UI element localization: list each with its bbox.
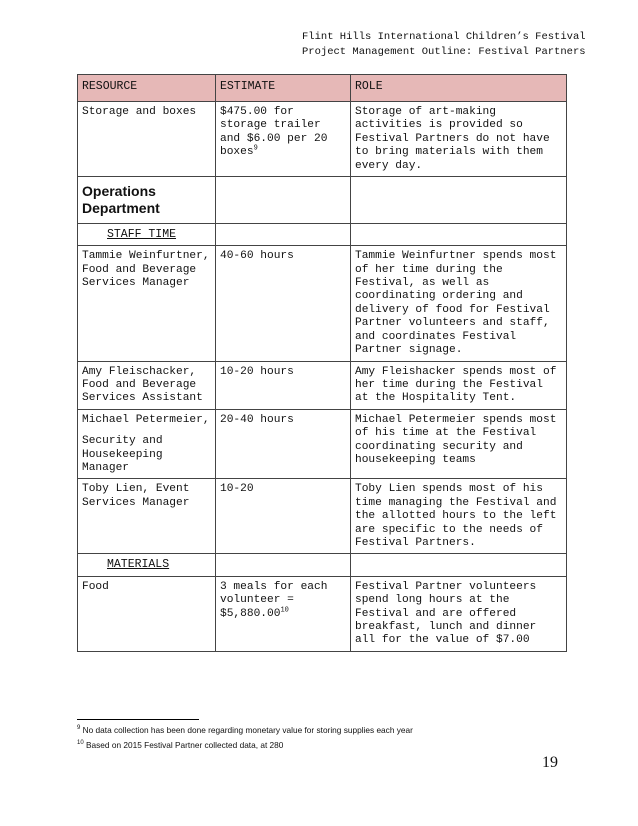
resource-cell: Storage and boxes [78, 102, 216, 177]
header-festival-title: Flint Hills International Children’s Festival [302, 31, 586, 43]
table-row [78, 409, 567, 479]
header-outline-title: Project Management Outline: Festival Partners [302, 46, 586, 58]
footnote-mark: 10 [77, 740, 84, 747]
resource-cell: Tammie Weinfurtner, Food and Beverage Services Manager [78, 246, 216, 361]
resource-cell: Food [78, 576, 216, 651]
footnote-text: Based on 2015 Festival Partner collected data, at 280 [83, 740, 284, 750]
footnote-text: No data collection has been done regarding monetary value for storing supplies each year [80, 725, 413, 735]
resource-name: Michael Petermeier, [82, 413, 210, 426]
footnote-ref: 9 [253, 144, 258, 153]
role-cell: Festival Partner volunteers spend long hours at the Festival and are offered breakfast, lunch and dinner all for the value of $7.00 [351, 576, 567, 651]
estimate-cell [216, 576, 351, 651]
estimate-cell: 40-60 hours [216, 246, 351, 361]
estimate-cell: 20-40 hours [216, 409, 351, 479]
estimate-text: 3 meals for each volunteer = $5,880.00 [220, 580, 328, 620]
footnote [77, 725, 413, 736]
table-row [78, 479, 567, 554]
estimate-cell: 10-20 [216, 479, 351, 554]
footnote [77, 740, 283, 751]
estimate-cell [216, 102, 351, 177]
column-header-estimate: ESTIMATE [216, 75, 351, 102]
page-number: 19 [542, 754, 558, 771]
resource-cell: Amy Fleischacker, Food and Beverage Services Assistant [78, 361, 216, 409]
role-cell: Tammie Weinfurtner spends most of her time during the Festival, as well as coordinating ordering and delivery of food for Festival Partner volunteers and staff, and coordinates Festival Partner signage. [351, 246, 567, 361]
column-header-resource: RESOURCE [78, 75, 216, 102]
resource-table [77, 74, 567, 652]
resource-cell [78, 409, 216, 479]
role-cell: Storage of art-making activities is provided so Festival Partners do not have to bring materials with them every day. [351, 102, 567, 177]
table-row [78, 361, 567, 409]
table-row [78, 246, 567, 361]
role-cell: Michael Petermeier spends most of his time at the Festival coordinating security and housekeeping teams [351, 409, 567, 479]
table-row [78, 102, 567, 177]
footnote-ref: 10 [280, 605, 289, 614]
estimate-text: $475.00 for storage trailer and $6.00 per 20 boxes [220, 106, 328, 159]
section-label-staff-time: STAFF TIME [107, 227, 177, 241]
table-row [78, 576, 567, 651]
page-header [302, 30, 586, 60]
role-cell: Amy Fleishacker spends most of her time during the Festival at the Hospitality Tent. [351, 361, 567, 409]
resource-cell: Toby Lien, Event Services Manager [78, 479, 216, 554]
section-row-materials [78, 554, 567, 576]
column-header-role: ROLE [351, 75, 567, 102]
section-row-staff-time [78, 223, 567, 245]
footnote-mark: 9 [77, 725, 81, 732]
section-label-materials: MATERIALS [107, 558, 170, 572]
role-cell: Toby Lien spends most of his time managing the Festival and the allotted hours to the left are specific to the needs of Festival Partners. [351, 479, 567, 554]
estimate-cell: 10-20 hours [216, 361, 351, 409]
footnote-divider [77, 719, 199, 720]
department-row [78, 177, 567, 224]
department-heading: Operations Department [82, 183, 160, 217]
table-header-row [78, 75, 567, 102]
resource-title: Security and Housekeeping Manager [82, 435, 163, 474]
